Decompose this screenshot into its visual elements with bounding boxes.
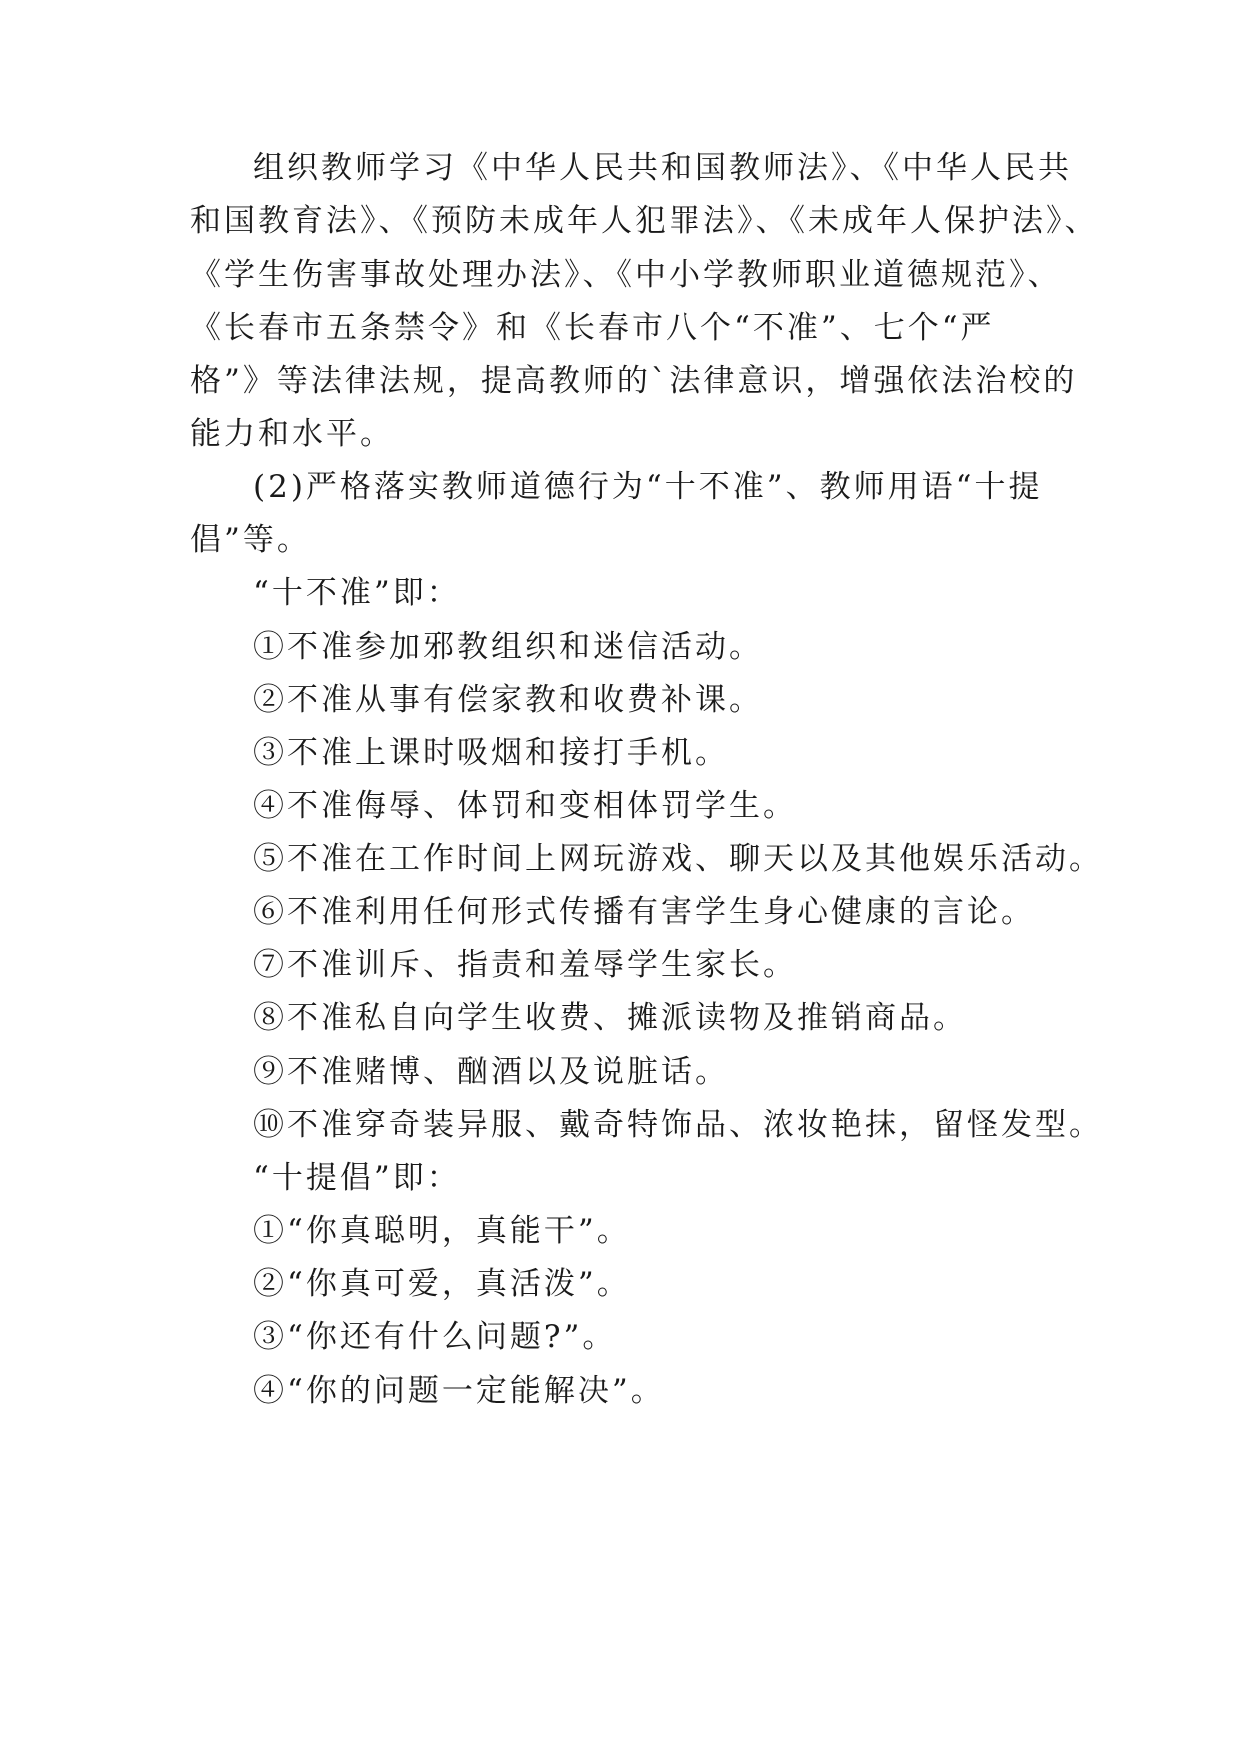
list-item: ①“你真聪明，真能干”。 — [253, 1213, 631, 1249]
paragraph-item2-line: 倡”等。 — [190, 522, 311, 558]
paragraph-laws-line: 能力和水平。 — [190, 416, 394, 452]
list-item: ②不准从事有偿家教和收费补课。 — [253, 682, 763, 718]
list-item: ③不准上课时吸烟和接打手机。 — [253, 735, 729, 771]
list-item: ⑥不准利用任何形式传播有害学生身心健康的言论。 — [253, 894, 1035, 930]
paragraph-laws-line: 和国教育法》、《预防未成年人犯罪法》、《未成年人保护法》、 — [190, 203, 1099, 239]
list-item: ④“你的问题一定能解决”。 — [253, 1373, 665, 1409]
paragraph-laws-line: 《学生伤害事故处理办法》、《中小学教师职业道德规范》、 — [190, 257, 1062, 293]
paragraph-laws-line: 格”》等法律法规，提高教师的`法律意识，增强依法治校的 — [190, 363, 1078, 399]
list-item: ②“你真可爱，真活泼”。 — [253, 1266, 631, 1302]
paragraph-laws-line: 《长春市五条禁令》和《长春市八个“不准”、七个“严 — [190, 310, 995, 346]
list-item: ③“你还有什么问题?”。 — [253, 1319, 617, 1355]
list-item: ⑩不准穿奇装异服、戴奇特饰品、浓妆艳抹，留怪发型。 — [253, 1107, 1103, 1143]
ten-not-allowed-heading: “十不准”即： — [253, 575, 461, 611]
list-item: ⑧不准私自向学生收费、摊派读物及推销商品。 — [253, 1000, 967, 1036]
list-item: ⑤不准在工作时间上网玩游戏、聊天以及其他娱乐活动。 — [253, 841, 1103, 877]
list-item: ④不准侮辱、体罚和变相体罚学生。 — [253, 788, 797, 824]
list-item: ⑦不准训斥、指责和羞辱学生家长。 — [253, 947, 797, 983]
paragraph-item2-line: (2)严格落实教师道德行为“十不准”、教师用语“十提 — [253, 469, 1043, 505]
list-item: ⑨不准赌博、酗酒以及说脏话。 — [253, 1054, 729, 1090]
ten-advocated-heading: “十提倡”即： — [253, 1160, 461, 1196]
list-item: ①不准参加邪教组织和迷信活动。 — [253, 629, 763, 665]
paragraph-laws-line: 组织教师学习《中华人民共和国教师法》、《中华人民共 — [253, 150, 1072, 186]
